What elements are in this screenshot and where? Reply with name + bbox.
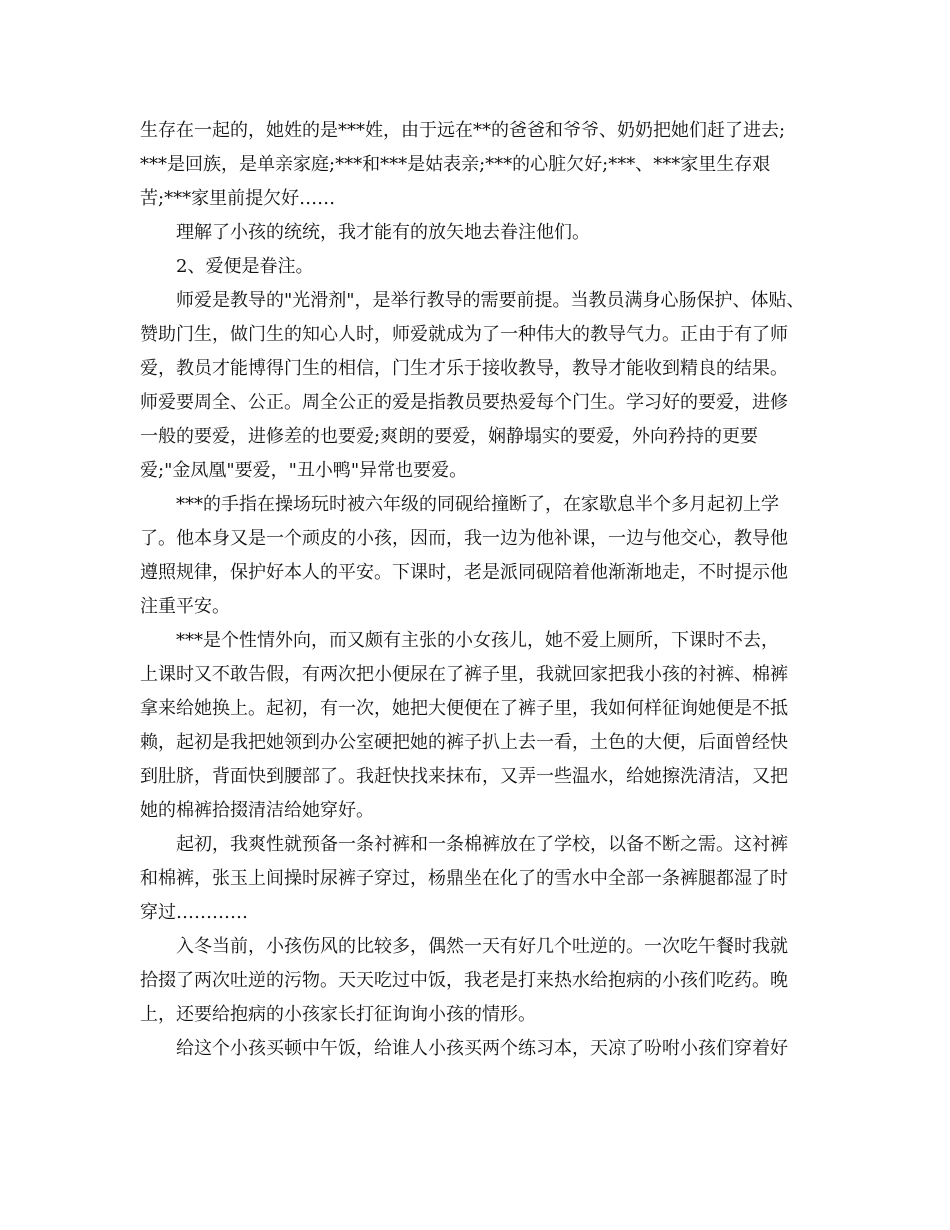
- text-line: 赖，起初是我把她领到办公室硬把她的裤子扒上去一看，土色的大便，后面曾经快: [140, 732, 788, 753]
- text-line: 了。他本身又是一个顽皮的小孩，因而，我一边为他补课，一边与他交心，教导他: [140, 528, 788, 549]
- text-line: 上，还要给抱病的小孩家长打征询询小孩的情形。: [140, 1004, 536, 1025]
- text-line: ***是个性情外向，而又颇有主张的小女孩儿，她不爱上厕所，下课时不去，: [176, 630, 779, 651]
- text-line: 到肚脐，背面快到腰部了。我赶快找来抹布，又弄一些温水，给她擦洗清洁，又把: [140, 766, 788, 787]
- text-line: ***是回族，是单亲家庭;***和***是姑表亲;***的心脏欠好;***、***家里生存艰: [140, 154, 771, 175]
- text-line: 入冬当前，小孩伤风的比较多，偶然一天有好几个吐逆的。一次吃午餐时我就: [176, 936, 788, 957]
- text-line: 穿过…………: [140, 902, 248, 923]
- text-line: 她的棉裤拾掇清洁给她穿好。: [140, 800, 374, 821]
- text-line: 爱;"金凤凰"要爱，"丑小鸭"异常也要爱。: [140, 460, 468, 481]
- text-line: 一般的要爱，进修差的也要爱;爽朗的要爱，娴静塌实的要爱，外向矜持的更要: [140, 426, 759, 447]
- text-line: 师爱是教导的"光滑剂"，是举行教导的需要前提。当教员满身心肠保护、体贴、: [176, 290, 805, 311]
- text-line: 注重平安。: [140, 596, 230, 617]
- text-line: 和棉裤，张玉上间操时尿裤子穿过，杨鼎坐在化了的雪水中全部一条裤腿都湿了时: [140, 868, 788, 889]
- text-line: 上课时又不敢告假，有两次把小便尿在了裤子里，我就回家把我小孩的衬裤、棉裤: [140, 664, 788, 685]
- text-line: 拾掇了两次吐逆的污物。天天吃过中饭，我老是打来热水给抱病的小孩们吃药。晚: [140, 970, 788, 991]
- text-line: 起初，我爽性就预备一条衬裤和一条棉裤放在了学校，以备不断之需。这衬裤: [176, 834, 788, 855]
- text-line: 理解了小孩的统统，我才能有的放矢地去眷注他们。: [176, 222, 590, 243]
- text-line: 赞助门生，做门生的知心人时，师爱就成为了一种伟大的教导气力。正由于有了师: [140, 324, 788, 345]
- text-line: 遵照规律，保护好本人的平安。下课时，老是派同砚陪着他渐渐地走，不时提示他: [140, 562, 788, 583]
- text-line: 给这个小孩买顿中午饭，给谁人小孩买两个练习本，天凉了吩咐小孩们穿着好: [176, 1038, 788, 1059]
- text-line: ***的手指在操场玩时被六年级的同砚给撞断了，在家歇息半个多月起初上学: [176, 494, 779, 515]
- text-line: 生存在一起的，她姓的是***姓，由于远在**的爸爸和爷爷、奶奶把她们赶了进去;: [140, 120, 786, 141]
- text-line: 师爱要周全、公正。周全公正的爱是指教员要热爱每个门生。学习好的要爱，进修: [140, 392, 788, 413]
- body-text: [140, 114, 820, 1066]
- section-heading: 2、爱便是眷注。: [176, 256, 314, 277]
- text-line: 苦;***家里前提欠好……: [140, 188, 336, 209]
- text-line: 拿来给她换上。起初，有一次，她把大便便在了裤子里，我如何样征询她便是不抵: [140, 698, 788, 719]
- text-line: 爱，教员才能博得门生的相信，门生才乐于接收教导，教导才能收到精良的结果。: [140, 358, 788, 379]
